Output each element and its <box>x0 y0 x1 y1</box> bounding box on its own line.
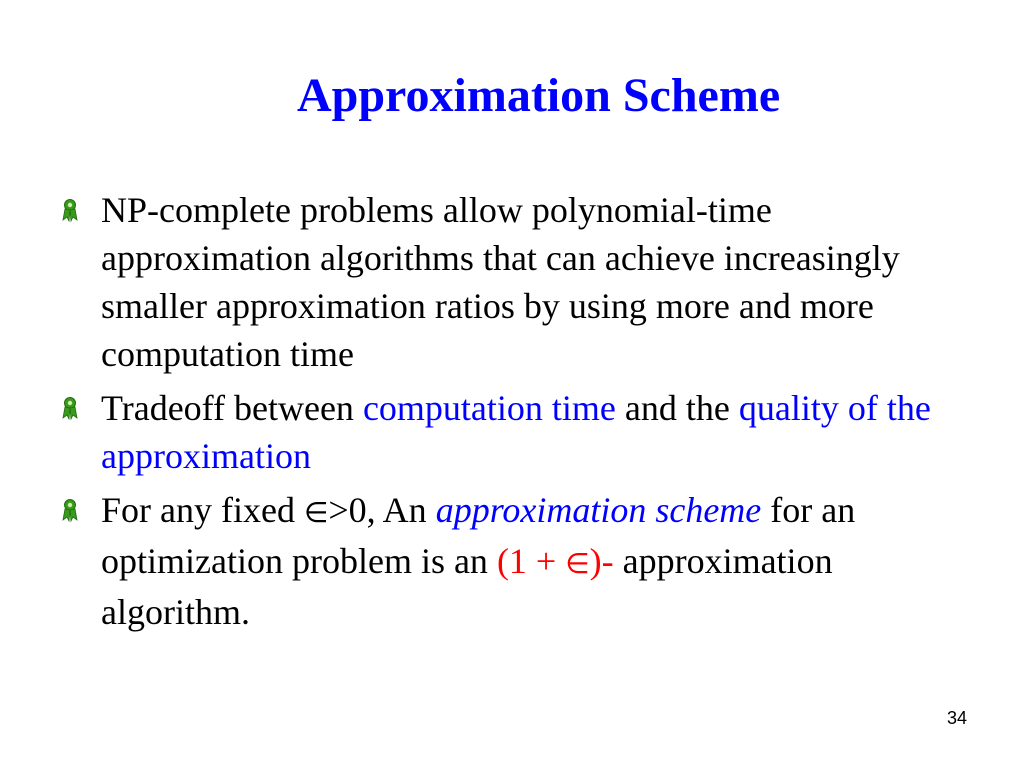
ratio-expression-part: )- <box>589 541 614 581</box>
ratio-expression-part: (1 + <box>496 541 566 581</box>
highlight-computation-time: computation time <box>362 388 616 428</box>
green-ribbon-icon <box>60 198 80 222</box>
bullet-text: >0, An <box>328 490 436 530</box>
bullet-list <box>60 186 960 642</box>
bullet-item-approximation-scheme <box>60 486 960 636</box>
highlight-quality: quality of the approximation <box>101 388 931 476</box>
green-ribbon-icon <box>60 498 80 522</box>
bullet-item-tradeoff <box>60 384 960 480</box>
slide-number: 34 <box>946 708 967 728</box>
slide-title: Approximation Scheme <box>297 69 781 122</box>
bullet-text: Tradeoff between <box>101 388 363 428</box>
bullet-item-np-complete <box>60 186 960 378</box>
highlight-approximation-scheme: approximation scheme <box>435 490 762 530</box>
epsilon-symbol: ∈ <box>303 496 329 529</box>
bullet-text: For any fixed <box>101 490 304 530</box>
ratio-epsilon-symbol: ∈ <box>565 547 590 580</box>
green-ribbon-icon <box>60 396 80 420</box>
bullet-text: approximation algorithm. <box>101 541 833 632</box>
bullet-text: NP-complete problems allow polynomial-time approximation algorithms that can achieve increasingly smaller approximation ratios by using more and more computation time <box>101 190 900 374</box>
bullet-text: and the <box>615 388 739 428</box>
bullet-text: for an optimization problem is an <box>101 490 856 581</box>
